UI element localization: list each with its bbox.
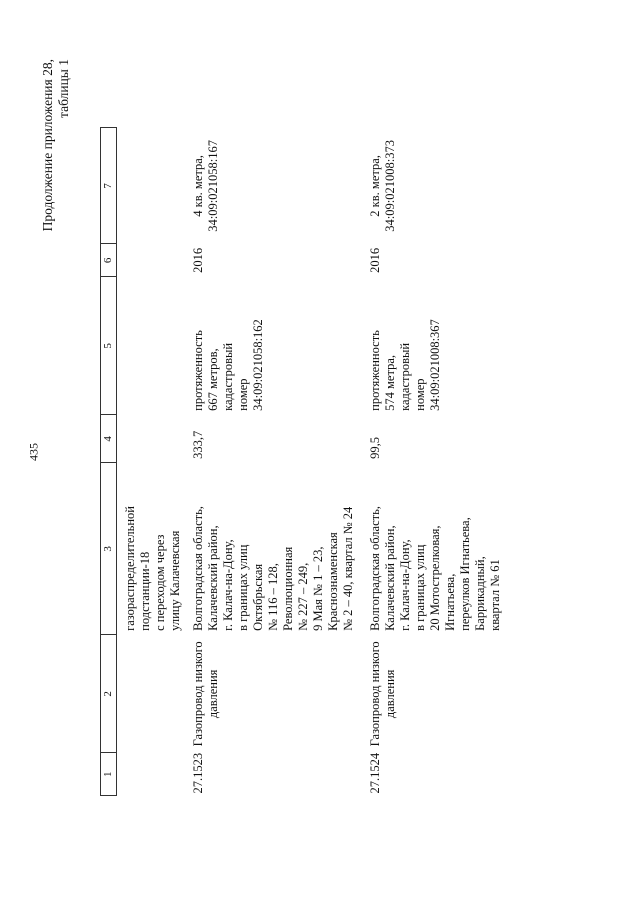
data-table [100, 127, 515, 796]
cell-line: 34:09:021058:167 [206, 139, 220, 232]
column-header: 3 [101, 462, 117, 634]
column-header: 6 [101, 243, 117, 276]
cell-line: газораспределительной [123, 505, 137, 631]
table-row [191, 127, 368, 795]
cell-line: 667 метров, [206, 347, 220, 411]
row-number: 27.1523 [191, 752, 205, 793]
cell-line: Газопровод низкого [368, 640, 382, 746]
cell-line: Игнатьева, [443, 573, 457, 631]
table-caption [40, 59, 72, 231]
cell-line: Революционная [281, 546, 295, 631]
object-name-cell [368, 634, 515, 752]
table-header [101, 127, 117, 795]
table-cell [117, 414, 192, 462]
cell-line: номер [236, 377, 250, 411]
object-name-cell [191, 634, 368, 752]
column-header: 4 [101, 414, 117, 462]
cell-line: переулков Игнатьева, [458, 516, 472, 631]
caption-line: Продолжение приложения 28, [40, 58, 55, 231]
cell-line: протяженность [368, 329, 382, 411]
document-sheet [40, 53, 600, 853]
year-cell: 2016 [191, 247, 205, 273]
cell-line: Волгоградская область, [368, 505, 382, 631]
row-number: 27.1524 [368, 752, 382, 793]
cell-line: улицу Калачевская [168, 530, 182, 631]
cell-line: 4 кв. метра, [191, 154, 205, 217]
cell-line: протяженность [191, 329, 205, 411]
length-cell: 333,7 [191, 430, 205, 459]
cell-line: Калачевский район, [383, 524, 397, 631]
cell-line: г. Калач-на-Дону, [398, 538, 412, 631]
table-row-continued [117, 127, 192, 795]
column-header: 7 [101, 127, 117, 243]
area-cell [368, 127, 515, 243]
characteristics-cell [191, 276, 368, 414]
year-cell: 2016 [368, 247, 382, 273]
cell-line: с переходом через [153, 534, 167, 631]
cell-line: номер [413, 377, 427, 411]
cell-line: кадастровый [398, 342, 412, 411]
table-cell [117, 634, 192, 752]
cell-line: квартал № 61 [488, 558, 502, 631]
cell-line: г. Калач-на-Дону, [221, 538, 235, 631]
cell-line: Краснознаменская [326, 531, 340, 631]
length-cell: 99,5 [368, 436, 382, 459]
table-row [368, 127, 515, 795]
cell-line: в границах улиц [413, 544, 427, 631]
table-cell [117, 127, 192, 243]
page-number: 435 [26, 443, 41, 461]
cell-line: 2 кв. метра, [368, 154, 382, 217]
table-cell [117, 752, 192, 795]
column-header: 1 [101, 752, 117, 795]
address-cell [191, 462, 368, 634]
cell-line: 34:09:021008:367 [428, 318, 442, 411]
cell-line: 574 метра, [383, 354, 397, 411]
table-cell [117, 276, 192, 414]
cell-line: Калачевский район, [206, 524, 220, 631]
caption-line: таблицы 1 [56, 58, 71, 118]
address-cell [368, 462, 515, 634]
address-cell [117, 462, 192, 634]
characteristics-cell [368, 276, 515, 414]
cell-line: Газопровод низкого [191, 640, 205, 746]
cell-line: № 2 – 40, квартал № 24 [341, 506, 355, 631]
cell-line: № 116 – 128, [266, 562, 280, 631]
cell-line: 34:09:021008:373 [383, 139, 397, 232]
cell-line: Волгоградская область, [191, 505, 205, 631]
cell-line: № 227 – 249, [296, 562, 310, 631]
cell-line: кадастровый [221, 342, 235, 411]
column-header: 2 [101, 634, 117, 752]
cell-line: в границах улиц [236, 544, 250, 631]
cell-line: Октябрьская [251, 563, 265, 631]
table-cell [117, 243, 192, 276]
cell-line: давления [383, 669, 397, 718]
cell-line: 34:09:021058:162 [251, 318, 265, 411]
cell-line: Баррикадный, [473, 555, 487, 631]
area-cell [191, 127, 368, 243]
cell-line: подстанции-18 [138, 551, 152, 631]
cell-line: давления [206, 669, 220, 718]
cell-line: 9 Мая № 1 – 23, [311, 546, 325, 631]
column-header: 5 [101, 276, 117, 414]
cell-line: 20 Мотострелковая, [428, 524, 442, 631]
